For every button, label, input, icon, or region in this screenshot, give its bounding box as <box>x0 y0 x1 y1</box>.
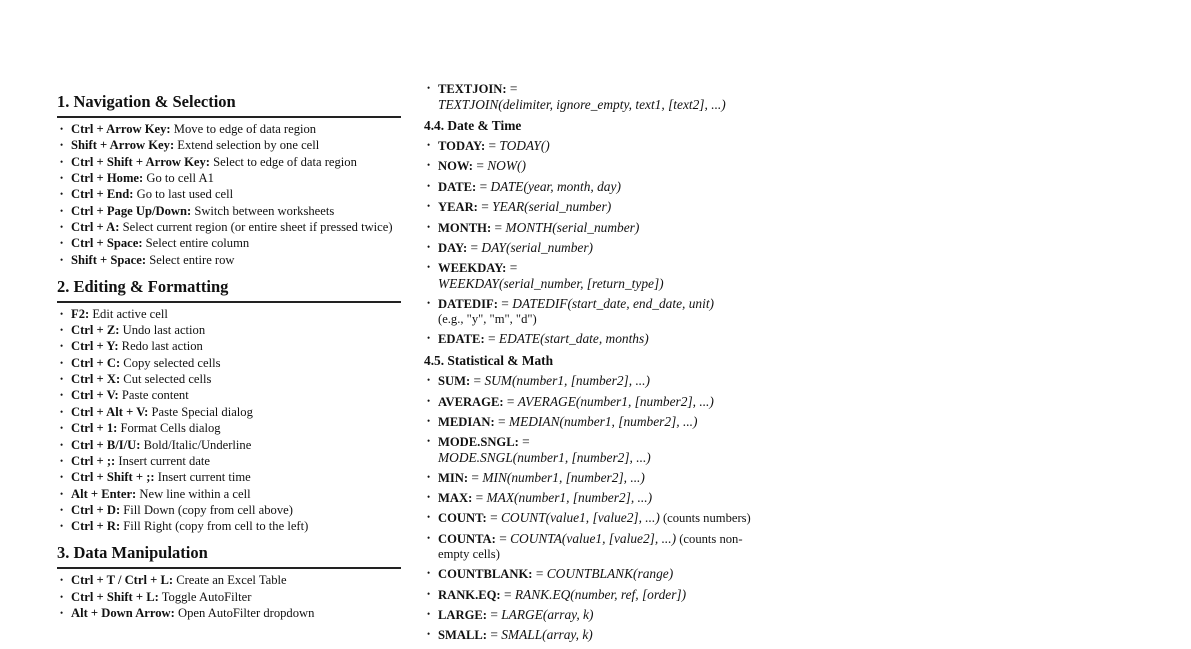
shortcut-desc: Open AutoFilter dropdown <box>174 605 315 620</box>
shortcut-key: Ctrl + Space: <box>71 236 143 251</box>
statistical-function-list <box>424 373 804 643</box>
function-formula: YEAR(serial_number) <box>492 199 612 215</box>
equals-sign: = <box>470 373 485 389</box>
equals-sign: = <box>477 199 493 215</box>
editing-shortcut-list <box>57 307 401 533</box>
section-heading-data-manipulation: 3. Data Manipulation <box>57 543 401 569</box>
function-formula: TEXTJOIN(delimiter, ignore_empty, text1, [text2], ...) <box>438 97 726 112</box>
shortcut-desc: Select to edge of data region <box>210 154 357 169</box>
function-formula: TODAY() <box>499 138 550 153</box>
shortcut-desc: Paste Special dialog <box>148 404 253 419</box>
subsection-heading-date-time: 4.4. Date & Time <box>424 118 522 133</box>
shortcut-key: Ctrl + Y: <box>71 339 119 354</box>
subsection-heading-statistical-math: 4.5. Statistical & Math <box>424 353 554 369</box>
equals-sign: = <box>491 219 506 235</box>
function-formula: DATE(year, month, day) <box>490 178 621 194</box>
equals-sign: = <box>506 260 518 276</box>
list-item <box>57 573 401 587</box>
equals-sign: = <box>476 178 491 194</box>
equals-sign: = <box>486 510 501 526</box>
shortcut-desc: Switch between worksheets <box>191 203 335 218</box>
list-item <box>57 606 401 620</box>
shortcut-key: Ctrl + B/I/U: <box>71 437 141 452</box>
shortcut-key: Ctrl + X: <box>71 372 121 387</box>
function-name: MONTH: <box>438 220 492 235</box>
list-item <box>57 253 401 267</box>
equals-sign: = <box>506 81 518 96</box>
list-item <box>424 373 804 389</box>
shortcut-desc: Redo last action <box>118 339 203 354</box>
function-formula: MIN(number1, [number2], ...) <box>482 469 645 485</box>
list-item <box>57 339 401 353</box>
function-name: DATE: <box>438 179 477 194</box>
right-column <box>424 81 804 649</box>
shortcut-key: Ctrl + Arrow Key: <box>71 122 171 136</box>
equals-sign: = <box>494 413 509 429</box>
shortcut-key: Ctrl + Page Up/Down: <box>71 203 192 218</box>
list-item <box>424 510 758 526</box>
shortcut-key: Ctrl + V: <box>71 388 119 403</box>
list-item <box>57 236 401 250</box>
function-name: MIN: <box>438 470 469 485</box>
shortcut-desc: Format Cells dialog <box>117 421 221 436</box>
function-formula: EDATE(start_date, months) <box>498 331 649 347</box>
shortcut-key: Ctrl + A: <box>71 220 120 235</box>
list-item <box>424 394 804 410</box>
function-name: YEAR: <box>438 200 478 215</box>
list-item <box>424 470 804 486</box>
list-item <box>424 531 768 562</box>
shortcut-key: Ctrl + Shift + ;: <box>71 470 155 485</box>
list-item <box>424 240 804 256</box>
function-name: WEEKDAY: <box>438 261 507 276</box>
list-item <box>57 470 401 484</box>
function-name: RANK.EQ: <box>438 587 501 602</box>
shortcut-desc: Cut selected cells <box>120 372 212 387</box>
function-name: TODAY: <box>438 139 486 153</box>
list-item <box>424 296 804 327</box>
list-item <box>424 158 804 174</box>
list-item <box>57 307 401 321</box>
shortcut-desc: Edit active cell <box>89 306 168 321</box>
list-item <box>57 138 401 152</box>
shortcut-desc: Fill Right (copy from cell to the left) <box>120 519 309 534</box>
list-item <box>57 590 401 604</box>
list-item <box>424 607 804 623</box>
function-name: MODE.SNGL: <box>438 435 519 450</box>
shortcut-desc: Move to edge of data region <box>170 122 317 136</box>
shortcut-key: Ctrl + ;: <box>71 453 116 468</box>
function-formula: AVERAGE(number1, [number2], ...) <box>517 393 714 409</box>
list-item <box>424 566 804 582</box>
function-formula: DAY(serial_number) <box>481 239 594 255</box>
list-item <box>57 372 401 386</box>
shortcut-key: Shift + Space: <box>71 252 147 267</box>
shortcut-key: Ctrl + Home: <box>71 171 144 186</box>
equals-sign: = <box>497 295 513 311</box>
shortcut-desc: Toggle AutoFilter <box>158 589 252 604</box>
equals-sign: = <box>467 239 482 255</box>
shortcut-key: Alt + Enter: <box>71 486 137 501</box>
equals-sign: = <box>472 158 488 174</box>
function-name: MEDIAN: <box>438 414 495 429</box>
list-item <box>57 323 401 337</box>
list-item <box>57 388 401 402</box>
shortcut-desc: New line within a cell <box>136 486 251 501</box>
list-item <box>57 405 401 419</box>
function-formula: MEDIAN(number1, [number2], ...) <box>508 413 698 429</box>
function-note: (e.g., "y", "m", "d") <box>438 311 537 326</box>
shortcut-key: Ctrl + End: <box>71 187 134 202</box>
shortcut-key: Ctrl + Z: <box>71 323 120 338</box>
function-formula: SUM(number1, [number2], ...) <box>484 373 650 389</box>
list-item <box>57 220 401 234</box>
list-item <box>57 519 401 533</box>
shortcut-key: Ctrl + Shift + L: <box>71 589 159 604</box>
shortcut-desc: Extend selection by one cell <box>174 138 320 153</box>
shortcut-key: Ctrl + R: <box>71 519 121 534</box>
shortcut-desc: Create an Excel Table <box>173 573 287 588</box>
equals-sign: = <box>468 469 483 485</box>
function-note: (counts non-empty cells) <box>438 531 743 561</box>
list-item <box>57 421 401 435</box>
shortcut-desc: Insert current time <box>154 470 251 485</box>
list-item <box>424 434 804 465</box>
list-item <box>57 487 401 501</box>
list-item <box>424 490 804 506</box>
equals-sign: = <box>486 607 502 623</box>
equals-sign: = <box>503 393 518 409</box>
list-item <box>424 260 804 291</box>
shortcut-desc: Paste content <box>118 388 189 403</box>
function-formula: COUNTA(value1, [value2], ...) <box>510 530 677 546</box>
shortcut-key: Ctrl + C: <box>71 355 121 370</box>
section-heading-navigation: 1. Navigation & Selection <box>57 92 401 118</box>
section-heading-editing: 2. Editing & Formatting <box>57 277 401 303</box>
list-item <box>57 438 401 452</box>
function-name: AVERAGE: <box>438 394 504 409</box>
shortcut-key: Ctrl + Alt + V: <box>71 404 149 419</box>
function-formula: MONTH(serial_number) <box>505 219 640 235</box>
function-name: NOW: <box>438 159 473 174</box>
function-name: COUNTA: <box>438 531 496 546</box>
shortcut-desc: Undo last action <box>119 323 206 338</box>
shortcut-desc: Fill Down (copy from cell above) <box>120 502 293 517</box>
shortcut-desc: Bold/Italic/Underline <box>140 437 252 452</box>
list-item <box>57 204 401 218</box>
list-item <box>424 199 804 215</box>
function-formula: LARGE(array, k) <box>501 607 594 623</box>
data-manipulation-shortcut-list <box>57 573 401 620</box>
shortcut-key: Shift + Arrow Key: <box>71 138 175 153</box>
function-name: SUM: <box>438 374 471 389</box>
list-item <box>57 122 401 136</box>
list-item <box>424 220 804 236</box>
list-item <box>57 171 401 185</box>
function-formula: WEEKDAY(serial_number, [return_type]) <box>438 276 664 292</box>
function-name: COUNT: <box>438 511 487 526</box>
equals-sign: = <box>485 138 500 153</box>
equals-sign: = <box>500 586 515 602</box>
equals-sign: = <box>532 566 547 582</box>
date-time-function-list <box>424 138 804 347</box>
equals-sign: = <box>518 434 530 450</box>
list-item <box>424 138 804 154</box>
shortcut-key: Ctrl + D: <box>71 502 121 517</box>
shortcut-key: Alt + Down Arrow: <box>71 605 175 620</box>
equals-sign: = <box>484 331 499 347</box>
function-name: DAY: <box>438 240 468 255</box>
list-item <box>424 331 804 347</box>
shortcut-desc: Go to cell A1 <box>143 171 214 186</box>
shortcut-desc: Select current region (or entire sheet if pressed twice) <box>119 220 393 235</box>
equals-sign: = <box>495 530 511 546</box>
shortcut-desc: Insert current date <box>115 453 211 468</box>
equals-sign: = <box>486 627 502 643</box>
shortcut-desc: Go to last used cell <box>133 187 234 202</box>
shortcut-desc: Copy selected cells <box>120 355 221 370</box>
shortcut-key: F2: <box>71 306 90 321</box>
navigation-shortcut-list <box>57 122 401 267</box>
function-name: DATEDIF: <box>438 296 498 311</box>
function-name: TEXTJOIN: <box>438 82 507 96</box>
function-formula: MODE.SNGL(number1, [number2], ...) <box>438 450 651 466</box>
function-formula: NOW() <box>487 158 526 174</box>
list-item <box>57 503 401 517</box>
function-name: SMALL: <box>438 628 487 643</box>
list-item <box>57 187 401 201</box>
shortcut-key: Ctrl + 1: <box>71 421 118 436</box>
list-item <box>424 414 804 430</box>
function-formula: RANK.EQ(number, ref, [order]) <box>514 586 687 602</box>
list-item <box>424 81 804 112</box>
equals-sign: = <box>472 490 487 506</box>
list-item <box>57 155 401 169</box>
shortcut-desc: Select entire row <box>146 252 235 267</box>
function-name: COUNTBLANK: <box>438 567 533 582</box>
left-column <box>57 92 401 630</box>
list-item <box>57 454 401 468</box>
list-item <box>424 627 804 643</box>
function-name: MAX: <box>438 491 473 506</box>
function-note: (counts numbers) <box>659 511 751 526</box>
text-function-list <box>424 81 804 112</box>
list-item <box>424 587 804 603</box>
function-name: EDATE: <box>438 332 485 347</box>
list-item <box>424 179 804 195</box>
list-item <box>57 356 401 370</box>
function-formula: COUNTBLANK(range) <box>546 566 674 582</box>
shortcut-key: Ctrl + Shift + Arrow Key: <box>71 154 210 169</box>
shortcut-key: Ctrl + T / Ctrl + L: <box>71 573 174 588</box>
shortcut-desc: Select entire column <box>142 236 250 251</box>
function-formula: COUNT(value1, [value2], ...) <box>501 510 660 526</box>
function-formula: SMALL(array, k) <box>501 627 593 643</box>
function-formula: MAX(number1, [number2], ...) <box>486 490 653 506</box>
function-formula: DATEDIF(start_date, end_date, unit) <box>512 295 715 311</box>
function-name: LARGE: <box>438 608 487 623</box>
